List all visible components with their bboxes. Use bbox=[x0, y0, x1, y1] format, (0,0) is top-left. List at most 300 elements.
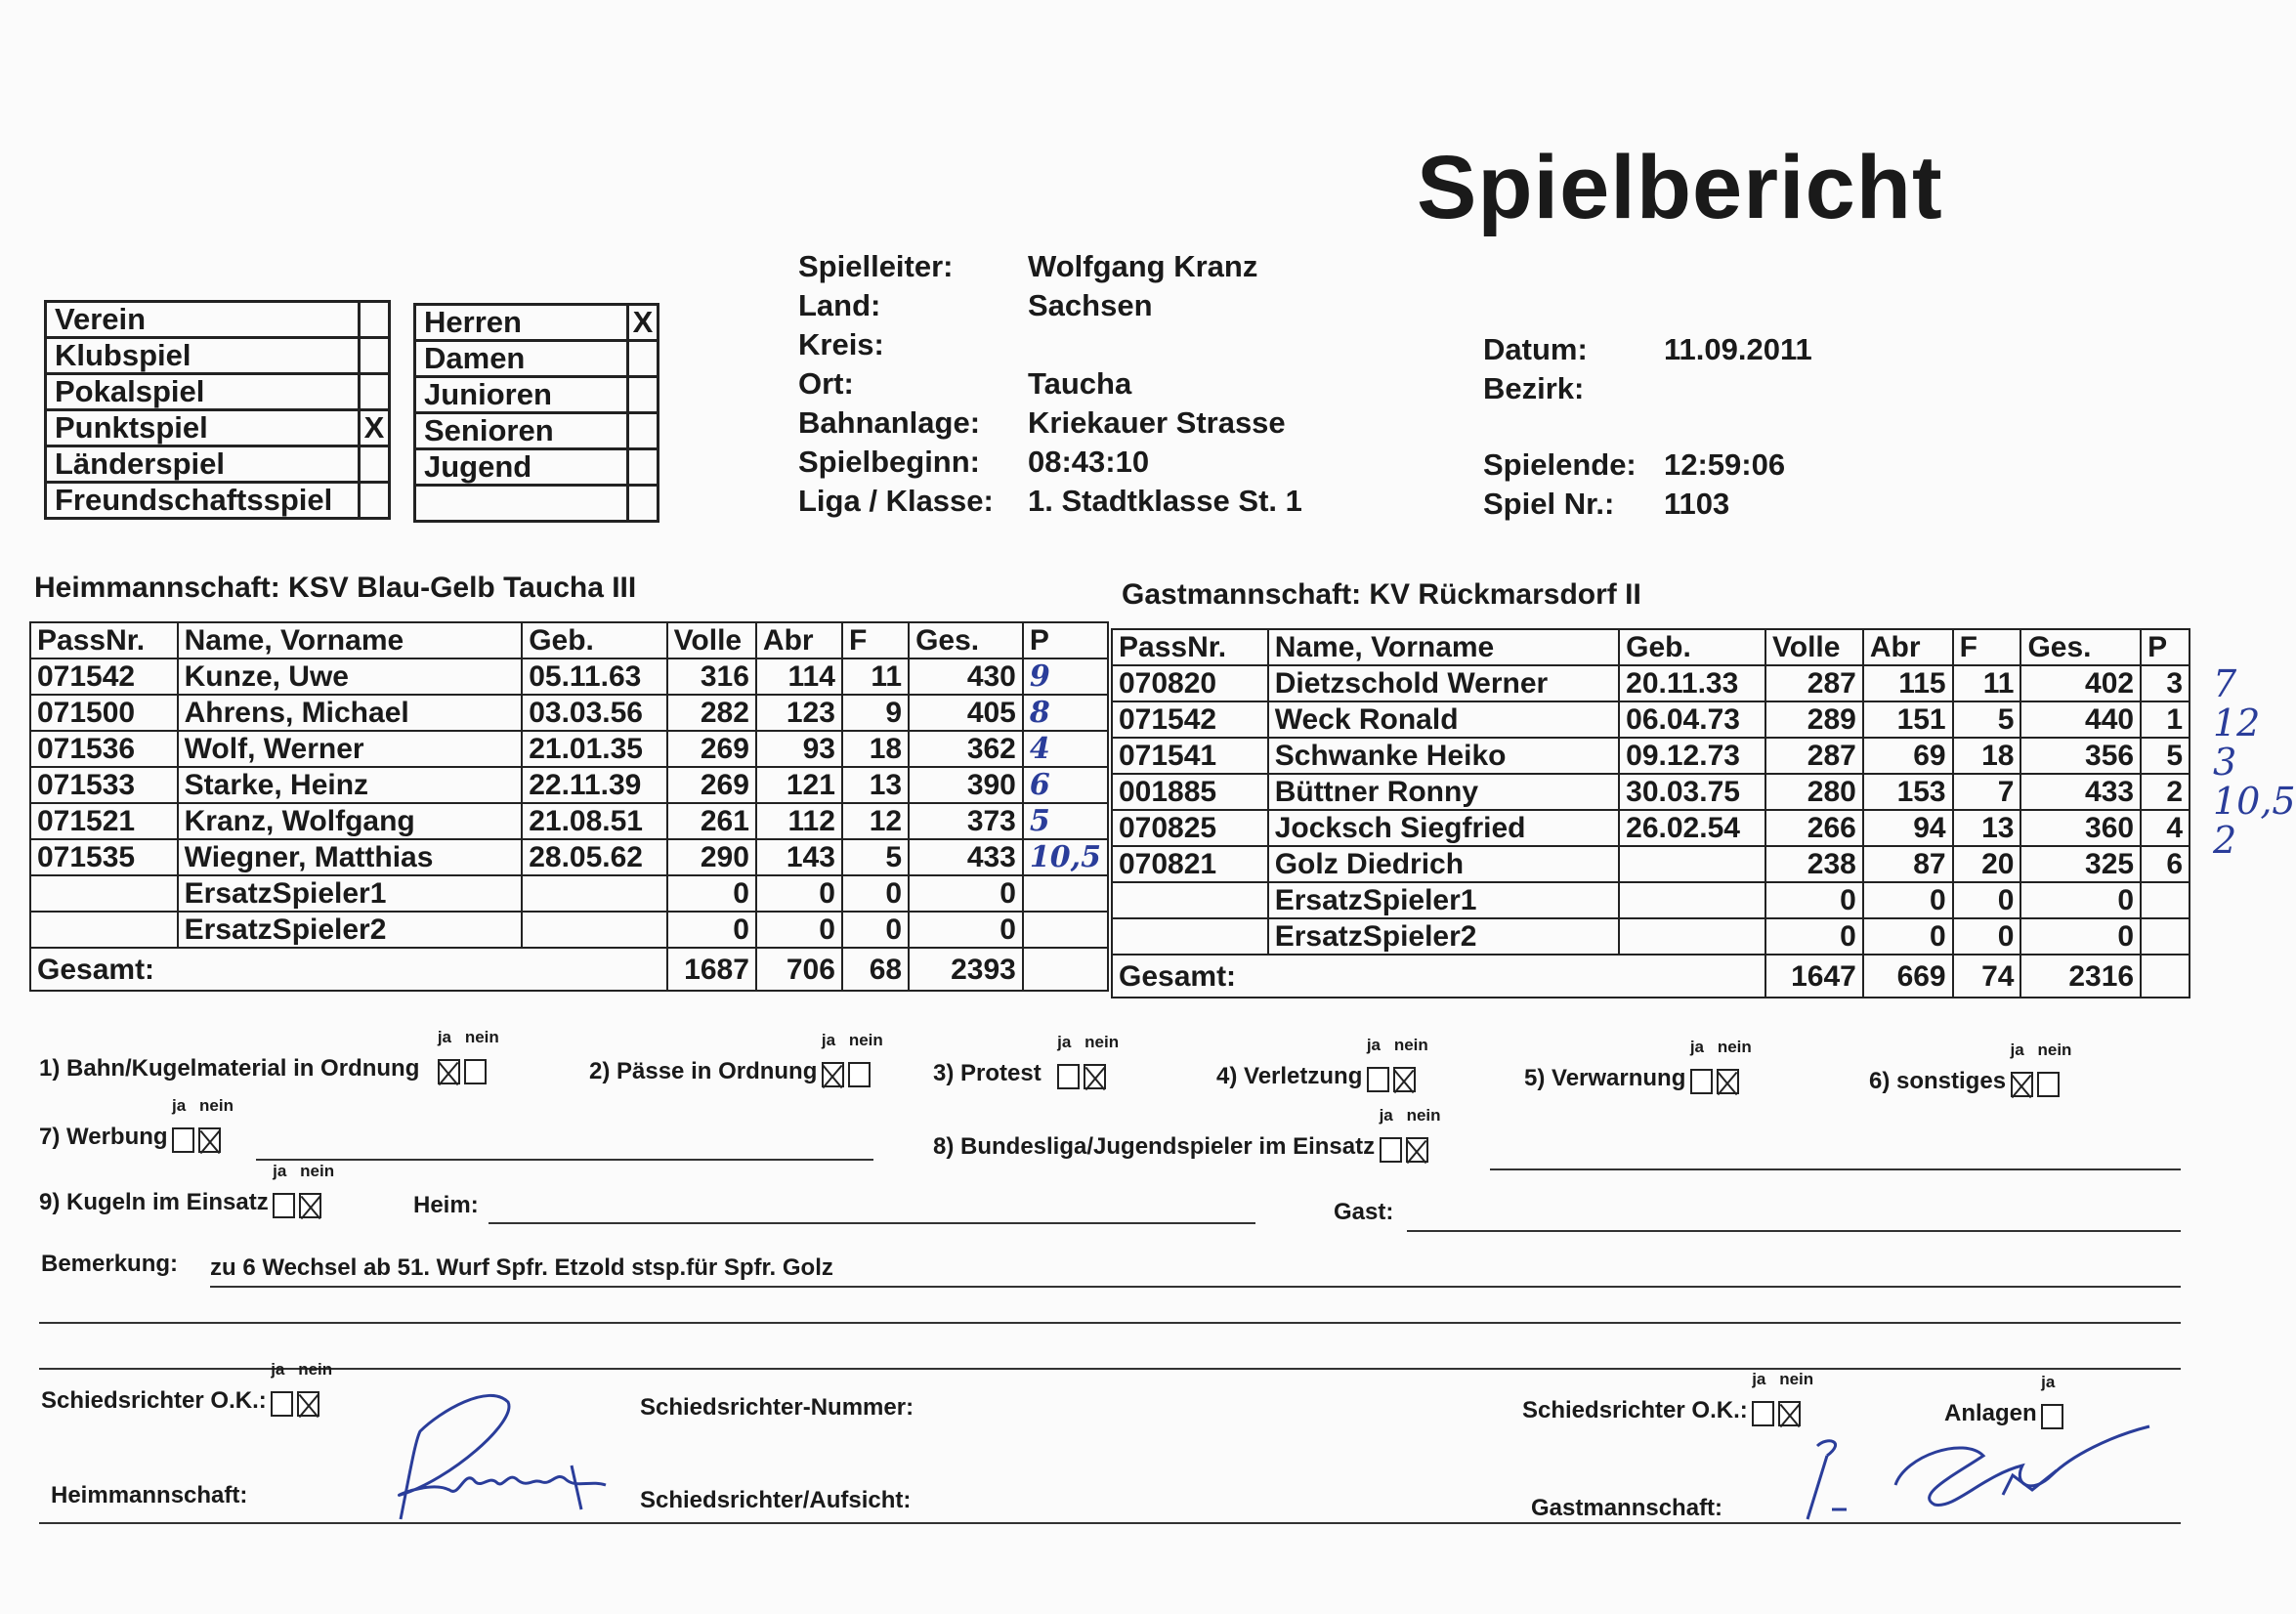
total-label: Gesamt: bbox=[1112, 955, 1765, 998]
hand-point: 3 bbox=[2213, 741, 2237, 784]
game-type-label: Punktspiel bbox=[46, 410, 360, 446]
info-label: Liga / Klasse: bbox=[798, 484, 994, 518]
ja-label: ja bbox=[1752, 1369, 1766, 1388]
info-label: Kreis: bbox=[798, 327, 884, 361]
nein-label: nein bbox=[298, 1359, 333, 1379]
table-cell: 356 bbox=[2020, 738, 2141, 774]
table-cell: 115 bbox=[1863, 665, 1953, 701]
table-cell bbox=[2141, 882, 2190, 918]
sr-ok-home-nein-checkbox[interactable] bbox=[297, 1391, 319, 1417]
total-cell: 1687 bbox=[667, 948, 756, 991]
bemerkung-line-2 bbox=[39, 1322, 2181, 1324]
game-type-row bbox=[46, 483, 390, 519]
table-cell bbox=[30, 875, 178, 912]
ja-label: ja bbox=[271, 1359, 285, 1379]
table-cell: 287 bbox=[1765, 665, 1863, 701]
category-box bbox=[413, 303, 659, 523]
column-header: Name, Vorname bbox=[1268, 629, 1619, 665]
table-cell: 18 bbox=[842, 731, 909, 767]
table-cell: 28.05.62 bbox=[522, 839, 666, 875]
table-row bbox=[30, 839, 1108, 875]
q9-label: 9) Kugeln im Einsatz bbox=[39, 1189, 269, 1215]
bezirk-label: Bezirk: bbox=[1483, 371, 1585, 405]
table-cell: 8 bbox=[1023, 695, 1108, 731]
check-q2 bbox=[589, 1030, 883, 1087]
table-cell: 6 bbox=[1023, 767, 1108, 803]
table-cell: 13 bbox=[1953, 810, 2021, 846]
category-row bbox=[415, 341, 659, 377]
table-cell: 121 bbox=[756, 767, 842, 803]
sr-aufsicht-label: Schiedsrichter/Aufsicht: bbox=[640, 1487, 912, 1513]
info-label: Ort: bbox=[798, 366, 854, 401]
table-cell bbox=[522, 875, 666, 912]
table-cell: 20 bbox=[1953, 846, 2021, 882]
check-q8 bbox=[933, 1105, 1441, 1163]
table-cell: Kunze, Uwe bbox=[178, 658, 523, 695]
nein-label: nein bbox=[848, 1030, 883, 1049]
gast-line bbox=[1407, 1230, 2181, 1232]
ja-label: ja bbox=[437, 1027, 452, 1046]
page-title: Spielbericht bbox=[1417, 138, 1943, 237]
table-cell: 4 bbox=[1023, 731, 1108, 767]
q3-label: 3) Protest bbox=[933, 1060, 1042, 1086]
column-header: Volle bbox=[667, 622, 756, 658]
column-header: Ges. bbox=[909, 622, 1023, 658]
game-type-row bbox=[46, 374, 390, 410]
table-cell: 94 bbox=[1863, 810, 1953, 846]
q6-ja-checkbox[interactable] bbox=[2011, 1072, 2033, 1097]
table-cell: 5 bbox=[1023, 803, 1108, 839]
category-mark[interactable] bbox=[628, 486, 659, 522]
table-cell: 3 bbox=[2141, 665, 2190, 701]
table-cell: 151 bbox=[1863, 701, 1953, 738]
table-row bbox=[30, 658, 1108, 695]
home-table bbox=[29, 621, 1109, 992]
table-cell: 2 bbox=[2141, 774, 2190, 810]
spielende-label: Spielende: bbox=[1483, 447, 1637, 482]
category-row bbox=[415, 486, 659, 522]
bemerkung-line-3 bbox=[39, 1368, 2181, 1370]
table-cell: 0 bbox=[842, 875, 909, 912]
table-cell: Wiegner, Matthias bbox=[178, 839, 523, 875]
game-type-row bbox=[46, 302, 390, 338]
info-label: Spielleiter: bbox=[798, 249, 954, 283]
table-cell: 9 bbox=[1023, 658, 1108, 695]
table-cell: 20.11.33 bbox=[1619, 665, 1765, 701]
table-cell: 18 bbox=[1953, 738, 2021, 774]
column-header: P bbox=[1023, 622, 1108, 658]
ja-label: ja bbox=[821, 1030, 836, 1049]
q8-label: 8) Bundesliga/Jugendspieler im Einsatz bbox=[933, 1133, 1376, 1160]
nein-label: nein bbox=[1406, 1105, 1441, 1125]
table-cell: 261 bbox=[667, 803, 756, 839]
guest-team-label: Gastmannschaft: KV Rückmarsdorf II bbox=[1122, 578, 1641, 611]
table-cell: 1 bbox=[2141, 701, 2190, 738]
table-cell: 289 bbox=[1765, 701, 1863, 738]
hand-point: 2 bbox=[2213, 819, 2237, 862]
table-cell: 30.03.75 bbox=[1619, 774, 1765, 810]
nein-label: nein bbox=[2037, 1040, 2072, 1059]
table-cell: ErsatzSpieler2 bbox=[1268, 918, 1619, 955]
table-cell: Golz Diedrich bbox=[1268, 846, 1619, 882]
table-row bbox=[1112, 918, 2190, 955]
table-cell: 433 bbox=[2020, 774, 2141, 810]
table-cell: 114 bbox=[756, 658, 842, 695]
table-cell bbox=[522, 912, 666, 948]
hand-point: 12 bbox=[2213, 701, 2261, 744]
table-cell: 93 bbox=[756, 731, 842, 767]
sr-ok-home-ja-checkbox[interactable] bbox=[271, 1391, 293, 1417]
q1-label: 1) Bahn/Kugelmaterial in Ordnung bbox=[39, 1055, 420, 1082]
table-cell: 22.11.39 bbox=[522, 767, 666, 803]
table-cell: 5 bbox=[842, 839, 909, 875]
table-row bbox=[1112, 774, 2190, 810]
nein-label: nein bbox=[300, 1161, 335, 1180]
table-cell: 06.04.73 bbox=[1619, 701, 1765, 738]
info-label: Bahnanlage: bbox=[798, 405, 981, 440]
table-cell: 362 bbox=[909, 731, 1023, 767]
table-row bbox=[30, 803, 1108, 839]
column-header: Geb. bbox=[522, 622, 666, 658]
sr-ok-guest-ja-checkbox[interactable] bbox=[1752, 1401, 1774, 1426]
table-cell: 87 bbox=[1863, 846, 1953, 882]
q7-nein-checkbox[interactable] bbox=[198, 1127, 221, 1153]
check-q6 bbox=[1869, 1040, 2072, 1097]
table-cell: 09.12.73 bbox=[1619, 738, 1765, 774]
ja-label: ja bbox=[2010, 1040, 2024, 1059]
table-cell: Wolf, Werner bbox=[178, 731, 523, 767]
ja-label: ja bbox=[1057, 1032, 1072, 1051]
table-cell: 5 bbox=[2141, 738, 2190, 774]
table-cell: Büttner Ronny bbox=[1268, 774, 1619, 810]
q2-ja-checkbox[interactable] bbox=[822, 1062, 844, 1087]
table-cell: 070820 bbox=[1112, 665, 1268, 701]
table-cell: Starke, Heinz bbox=[178, 767, 523, 803]
table-cell: 0 bbox=[667, 912, 756, 948]
column-header: P bbox=[2141, 629, 2190, 665]
game-type-mark[interactable]: X bbox=[360, 410, 390, 446]
q6-nein-checkbox[interactable] bbox=[2037, 1072, 2060, 1097]
category-mark[interactable] bbox=[628, 413, 659, 449]
game-type-mark[interactable] bbox=[360, 338, 390, 374]
q2-nein-checkbox[interactable] bbox=[848, 1062, 871, 1087]
ja-label: ja bbox=[2041, 1372, 2056, 1391]
category-row bbox=[415, 413, 659, 449]
category-mark[interactable] bbox=[628, 449, 659, 486]
total-row bbox=[1112, 955, 2190, 998]
table-cell: 070821 bbox=[1112, 846, 1268, 882]
table-row bbox=[1112, 846, 2190, 882]
game-type-label: Länderspiel bbox=[46, 446, 360, 483]
table-cell: 402 bbox=[2020, 665, 2141, 701]
table-cell: Schwanke Heiko bbox=[1268, 738, 1619, 774]
table-cell bbox=[1619, 846, 1765, 882]
table-cell bbox=[1619, 918, 1765, 955]
table-cell: 0 bbox=[909, 912, 1023, 948]
sr-ok-home bbox=[41, 1359, 333, 1417]
total-cell: 1647 bbox=[1765, 955, 1863, 998]
game-type-label: Verein bbox=[46, 302, 360, 338]
bundesliga-line bbox=[1490, 1168, 2181, 1170]
table-cell: 390 bbox=[909, 767, 1023, 803]
info-value: 1. Stadtklasse St. 1 bbox=[1028, 484, 1302, 518]
table-cell bbox=[30, 912, 178, 948]
table-cell: 0 bbox=[667, 875, 756, 912]
check-q9 bbox=[39, 1161, 335, 1218]
table-cell: 11 bbox=[842, 658, 909, 695]
column-header: Volle bbox=[1765, 629, 1863, 665]
table-row bbox=[30, 695, 1108, 731]
sr-nummer-label: Schiedsrichter-Nummer: bbox=[640, 1394, 914, 1421]
table-row bbox=[30, 875, 1108, 912]
column-header: Ges. bbox=[2020, 629, 2141, 665]
info-value: Taucha bbox=[1028, 366, 1132, 401]
table-cell: 03.03.56 bbox=[522, 695, 666, 731]
game-type-row bbox=[46, 446, 390, 483]
table-cell bbox=[1112, 918, 1268, 955]
category-mark[interactable] bbox=[628, 341, 659, 377]
table-cell: 287 bbox=[1765, 738, 1863, 774]
game-type-row bbox=[46, 338, 390, 374]
table-cell: 4 bbox=[2141, 810, 2190, 846]
q4-nein-checkbox[interactable] bbox=[1393, 1067, 1416, 1092]
q1-ja-checkbox[interactable] bbox=[438, 1059, 460, 1084]
check-q3 bbox=[933, 1032, 1120, 1089]
ja-label: ja bbox=[172, 1095, 187, 1115]
game-type-mark[interactable] bbox=[360, 483, 390, 519]
bemerkung-text[interactable]: zu 6 Wechsel ab 51. Wurf Spfr. Etzold stsp.für Spfr. Golz bbox=[210, 1254, 833, 1281]
ja-label: ja bbox=[1366, 1035, 1382, 1054]
datum-value: 11.09.2011 bbox=[1664, 332, 1812, 366]
table-cell: 325 bbox=[2020, 846, 2141, 882]
info-value: 08:43:10 bbox=[1028, 445, 1150, 479]
table-cell: 316 bbox=[667, 658, 756, 695]
spielnr-value: 1103 bbox=[1664, 487, 1730, 521]
hand-point: 10,5 bbox=[2213, 780, 2296, 823]
table-cell: 373 bbox=[909, 803, 1023, 839]
table-cell: 0 bbox=[1765, 882, 1863, 918]
total-cell: 74 bbox=[1953, 955, 2021, 998]
column-header: PassNr. bbox=[1112, 629, 1268, 665]
column-header: Geb. bbox=[1619, 629, 1765, 665]
table-cell: 112 bbox=[756, 803, 842, 839]
column-header: F bbox=[842, 622, 909, 658]
table-cell: 153 bbox=[1863, 774, 1953, 810]
table-cell bbox=[1023, 912, 1108, 948]
home-team-label: Heimmannschaft: KSV Blau-Gelb Taucha III bbox=[34, 572, 637, 604]
table-cell: 9 bbox=[842, 695, 909, 731]
column-header: PassNr. bbox=[30, 622, 178, 658]
spielnr-label: Spiel Nr.: bbox=[1483, 487, 1615, 521]
table-cell: Ahrens, Michael bbox=[178, 695, 523, 731]
table-cell: 290 bbox=[667, 839, 756, 875]
guest-table bbox=[1111, 628, 2190, 998]
table-cell: 266 bbox=[1765, 810, 1863, 846]
total-cell: 68 bbox=[842, 948, 909, 991]
total-cell bbox=[2141, 955, 2190, 998]
game-type-mark[interactable] bbox=[360, 446, 390, 483]
category-label: Herren bbox=[415, 305, 628, 341]
table-cell: Kranz, Wolfgang bbox=[178, 803, 523, 839]
table-cell: 143 bbox=[756, 839, 842, 875]
column-header: Abr bbox=[756, 622, 842, 658]
anlagen-label: Anlagen bbox=[1944, 1400, 2037, 1426]
werbung-line bbox=[256, 1159, 873, 1161]
game-type-row bbox=[46, 410, 390, 446]
q8-ja-checkbox[interactable] bbox=[1380, 1137, 1402, 1163]
nein-label: nein bbox=[199, 1095, 234, 1115]
table-header-row bbox=[30, 622, 1108, 658]
table-cell: 0 bbox=[1953, 882, 2021, 918]
column-header: Abr bbox=[1863, 629, 1953, 665]
q3-nein-checkbox[interactable] bbox=[1084, 1064, 1106, 1089]
table-cell: 0 bbox=[1765, 918, 1863, 955]
table-cell: 269 bbox=[667, 731, 756, 767]
check-q4 bbox=[1216, 1035, 1428, 1092]
table-cell bbox=[1112, 882, 1268, 918]
table-cell: 071500 bbox=[30, 695, 178, 731]
q1-nein-checkbox[interactable] bbox=[464, 1059, 487, 1084]
game-type-mark[interactable] bbox=[360, 302, 390, 338]
category-label: Damen bbox=[415, 341, 628, 377]
table-cell: 13 bbox=[842, 767, 909, 803]
table-cell: 26.02.54 bbox=[1619, 810, 1765, 846]
nein-label: nein bbox=[1393, 1035, 1428, 1054]
datum-label: Datum: bbox=[1483, 332, 1588, 366]
q9-nein-checkbox[interactable] bbox=[299, 1193, 321, 1218]
total-cell: 2393 bbox=[909, 948, 1023, 991]
column-header: Name, Vorname bbox=[178, 622, 523, 658]
table-cell: 0 bbox=[756, 912, 842, 948]
table-row bbox=[1112, 701, 2190, 738]
gastmannschaft-label: Gastmannschaft: bbox=[1531, 1495, 1723, 1521]
q8-nein-checkbox[interactable] bbox=[1406, 1137, 1428, 1163]
total-label: Gesamt: bbox=[30, 948, 667, 991]
bemerkung-line-1 bbox=[210, 1286, 2181, 1288]
table-cell: 12 bbox=[842, 803, 909, 839]
table-cell: 071536 bbox=[30, 731, 178, 767]
total-cell: 706 bbox=[756, 948, 842, 991]
table-cell: 21.08.51 bbox=[522, 803, 666, 839]
q7-label: 7) Werbung bbox=[39, 1124, 168, 1150]
table-row bbox=[1112, 882, 2190, 918]
table-cell: 0 bbox=[1953, 918, 2021, 955]
q6-label: 6) sonstiges bbox=[1869, 1068, 2007, 1094]
table-cell: 6 bbox=[2141, 846, 2190, 882]
table-cell: 280 bbox=[1765, 774, 1863, 810]
table-cell: 433 bbox=[909, 839, 1023, 875]
heim-line bbox=[489, 1222, 1255, 1224]
table-row bbox=[1112, 738, 2190, 774]
sr-ok-label: Schiedsrichter O.K.: bbox=[41, 1387, 267, 1414]
table-cell: 7 bbox=[1953, 774, 2021, 810]
table-cell: 071542 bbox=[30, 658, 178, 695]
table-cell bbox=[1023, 875, 1108, 912]
table-cell: ErsatzSpieler1 bbox=[178, 875, 523, 912]
category-mark[interactable] bbox=[628, 377, 659, 413]
table-cell bbox=[2141, 918, 2190, 955]
nein-label: nein bbox=[464, 1027, 499, 1046]
nein-label: nein bbox=[1084, 1032, 1120, 1051]
info-label: Land: bbox=[798, 288, 881, 322]
table-cell: 405 bbox=[909, 695, 1023, 731]
info-value: Kriekauer Strasse bbox=[1028, 405, 1286, 440]
q5-ja-checkbox[interactable] bbox=[1690, 1069, 1713, 1094]
sr-ok-label: Schiedsrichter O.K.: bbox=[1522, 1397, 1748, 1423]
table-row bbox=[1112, 665, 2190, 701]
table-cell: 360 bbox=[2020, 810, 2141, 846]
table-cell: 001885 bbox=[1112, 774, 1268, 810]
total-cell bbox=[1023, 948, 1108, 991]
total-cell: 669 bbox=[1863, 955, 1953, 998]
table-cell: 282 bbox=[667, 695, 756, 731]
guest-hand-points bbox=[2213, 664, 2296, 860]
table-cell: ErsatzSpieler1 bbox=[1268, 882, 1619, 918]
game-type-box bbox=[44, 300, 391, 520]
category-label: Senioren bbox=[415, 413, 628, 449]
game-type-label: Klubspiel bbox=[46, 338, 360, 374]
q4-label: 4) Verletzung bbox=[1216, 1063, 1363, 1089]
category-label: Jugend bbox=[415, 449, 628, 486]
table-row bbox=[30, 731, 1108, 767]
table-cell: 5 bbox=[1953, 701, 2021, 738]
category-row bbox=[415, 377, 659, 413]
q5-label: 5) Verwarnung bbox=[1524, 1065, 1686, 1091]
table-row bbox=[1112, 810, 2190, 846]
q7-ja-checkbox[interactable] bbox=[172, 1127, 194, 1153]
q9-ja-checkbox[interactable] bbox=[273, 1193, 295, 1218]
game-type-mark[interactable] bbox=[360, 374, 390, 410]
home-signature-icon bbox=[371, 1373, 635, 1539]
table-cell: 269 bbox=[667, 767, 756, 803]
table-cell: 430 bbox=[909, 658, 1023, 695]
table-cell: 0 bbox=[1863, 882, 1953, 918]
table-cell: 070825 bbox=[1112, 810, 1268, 846]
sr-ok-guest bbox=[1522, 1369, 1814, 1426]
table-cell: 0 bbox=[2020, 918, 2141, 955]
info-label: Spielbeginn: bbox=[798, 445, 980, 479]
table-cell: 071542 bbox=[1112, 701, 1268, 738]
q5-nein-checkbox[interactable] bbox=[1717, 1069, 1739, 1094]
check-q5 bbox=[1524, 1037, 1752, 1094]
category-mark[interactable]: X bbox=[628, 305, 659, 341]
nein-label: nein bbox=[1779, 1369, 1814, 1388]
table-cell: 0 bbox=[2020, 882, 2141, 918]
category-label: Junioren bbox=[415, 377, 628, 413]
ja-label: ja bbox=[273, 1161, 287, 1180]
table-cell: 11 bbox=[1953, 665, 2021, 701]
game-type-label: Freundschaftsspiel bbox=[46, 483, 360, 519]
check-q7 bbox=[39, 1095, 234, 1153]
table-cell: 0 bbox=[909, 875, 1023, 912]
table-cell: 440 bbox=[2020, 701, 2141, 738]
table-cell: 21.01.35 bbox=[522, 731, 666, 767]
heimmannschaft-label: Heimmannschaft: bbox=[51, 1482, 248, 1508]
table-cell: 10,5 bbox=[1023, 839, 1108, 875]
q4-ja-checkbox[interactable] bbox=[1367, 1067, 1389, 1092]
nein-label: nein bbox=[1717, 1037, 1752, 1056]
table-header-row bbox=[1112, 629, 2190, 665]
heim-label: Heim: bbox=[413, 1192, 479, 1218]
total-row bbox=[30, 948, 1108, 991]
q3-ja-checkbox[interactable] bbox=[1057, 1064, 1080, 1089]
table-cell: 071521 bbox=[30, 803, 178, 839]
gast-label: Gast: bbox=[1334, 1199, 1394, 1225]
table-cell: 238 bbox=[1765, 846, 1863, 882]
table-cell: 05.11.63 bbox=[522, 658, 666, 695]
table-cell: 071533 bbox=[30, 767, 178, 803]
table-cell: 0 bbox=[842, 912, 909, 948]
